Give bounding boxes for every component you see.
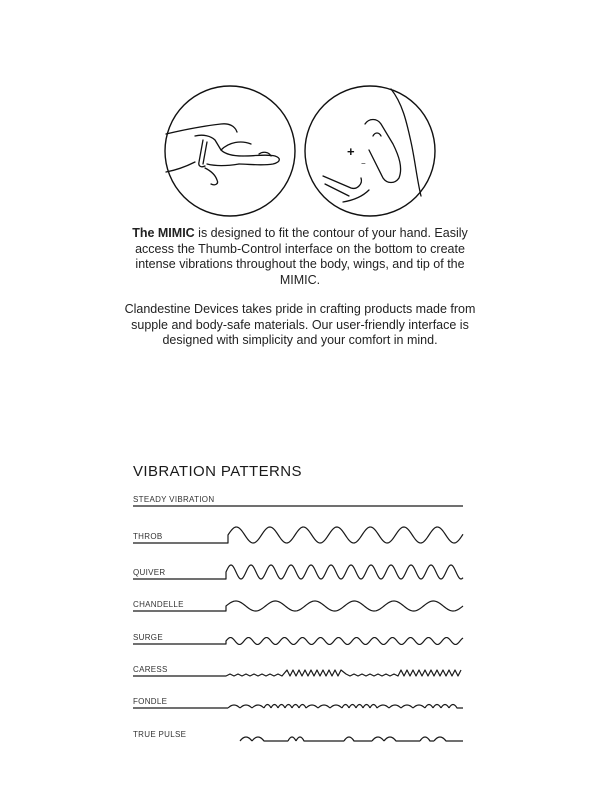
svg-text:+: + [347, 144, 355, 159]
intro-paragraph-2: Clandestine Devices takes pride in crafting products made from supple and body-safe materials. Our user-friendly interface is designed with simplicity and your comfort in mind. [124, 302, 476, 347]
waveform-fondle [133, 705, 463, 709]
waveform-caress [133, 670, 461, 676]
pattern-label-true-pulse: TRUE PULSE [133, 730, 187, 739]
product-name: The MIMIC [132, 226, 195, 240]
waveform-true-pulse [240, 737, 463, 741]
pattern-label-chandelle: CHANDELLE [133, 600, 184, 609]
pattern-label-fondle: FONDLE [133, 697, 168, 706]
intro-paragraph-1-text: is designed to fit the contour of your hand. Easily access the Thumb-Control interface on the bottom to create intense vibrations throughout the body, wings, and tip of the MIMIC. [135, 226, 468, 287]
vibration-patterns-title: VIBRATION PATTERNS [133, 463, 302, 480]
pattern-label-throb: THROB [133, 532, 163, 541]
pattern-label-surge: SURGE [133, 633, 163, 642]
waveform-chandelle [133, 601, 463, 611]
waveform-throb [133, 527, 463, 543]
waveform-surge [133, 638, 463, 645]
pattern-label-quiver: QUIVER [133, 568, 166, 577]
pattern-label-steady-vibration: STEADY VIBRATION [133, 495, 215, 504]
svg-text:−: − [361, 159, 366, 168]
waveform-quiver [133, 565, 463, 579]
pattern-label-caress: CARESS [133, 665, 168, 674]
